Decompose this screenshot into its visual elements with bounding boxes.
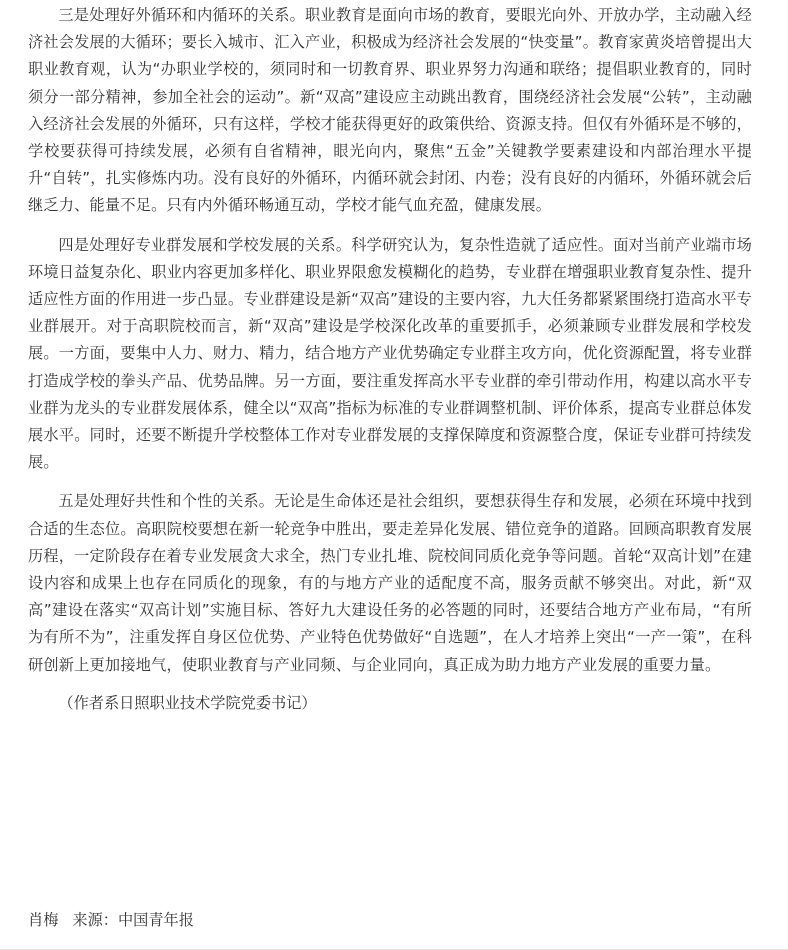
paragraph-outer-inner-cycle: 三是处理好外循环和内循环的关系。职业教育是面向市场的教育，要眼光向外、开放办学，主动融入经济社会发展的大循环；要长入城市、汇入产业，积极成为经济社会发展的“快变量”。教育家黄炎培曾提出大职业教育观，认为“办职业学校的，须同时和一切教育界、职业界努力沟通和联络；提倡职业教育的，同时须分一部分精神，参加全社会的运动”。新“双高”建设应主动跳出教育，围绕经济社会发展“公转”，主动融入经济社会发展的外循环，只有这样，学校才能获得更好的政策供给、资源支持。但仅有外循环是不够的，学校要获得可持续发展，必须有自省精神，眼光向内，聚焦“五金”关键教学要素建设和内部治理水平提升“自转”，扎实修炼内功。没有良好的外循环，内循环就会封闭、内卷；没有良好的内循环，外循环就会后继乏力、能量不足。只有内外循环畅通互动，学校才能气血充盈，健康发展。 xyxy=(28,6,752,215)
author-byline: （作者系日照职业技术学院党委书记） xyxy=(58,693,317,712)
editor-name: 肖梅 xyxy=(28,911,59,929)
paragraph-specialty-group: 四是处理好专业群发展和学校发展的关系。科学研究认为，复杂性造就了适应性。面对当前产业端市场环境日益复杂化、职业内容更加多样化、职业界限愈发模糊化的趋势，专业群在增强职业教育复杂性、提升适应性方面的作用进一步凸显。专业群建设是新“双高”建设的主要内容，九大任务都紧紧围绕打造高水平专业群展开。对于高职院校而言，新“双高”建设是学校深化改革的重要抓手，必须兼顾专业群发展和学校发展。一方面，要集中人力、财力、精力，结合地方产业优势确定专业群主攻方向，优化资源配置，将专业群打造成学校的拳头产品、优势品牌。另一方面，要注重发挥高水平专业群的牵引带动作用，构建以高水平专业群为龙头的专业群发展体系，健全以“双高”指标为标准的专业群调整机制、评价体系，提高专业群总体发展水平。同时，还要不断提升学校整体工作对专业群发展的支撑保障度和资源整合度，保证专业群可持续发展。 xyxy=(28,235,752,472)
article-body xyxy=(28,0,752,715)
article-footer xyxy=(28,908,208,932)
paragraph-commonality-individuality: 五是处理好共性和个性的关系。无论是生命体还是社会组织，要想获得生存和发展，必须在环境中找到合适的生态位。高职院校要想在新一轮竞争中胜出，要走差异化发展、错位竞争的道路。回顾高职教育发展历程，一定阶段存在着专业发展贪大求全，热门专业扎堆、院校间同质化竞争等问题。首轮“双高计划”在建设内容和成果上也存在同质化的现象，有的与地方产业的适配度不高，服务贡献不够突出。对此，新“双高”建设在落实“双高计划”实施目标、答好九大建设任务的必答题的同时，还要结合地方产业布局，“有所为有所不为”，注重发挥自身区位优势、产业特色优势做好“自选题”，在人才培养上突出“一产一策”，在科研创新上更加接地气，使职业教育与产业同频、与企业同向，真正成为助力地方产业发展的重要力量。 xyxy=(28,492,752,674)
source-credit: 来源：中国青年报 xyxy=(72,911,194,929)
